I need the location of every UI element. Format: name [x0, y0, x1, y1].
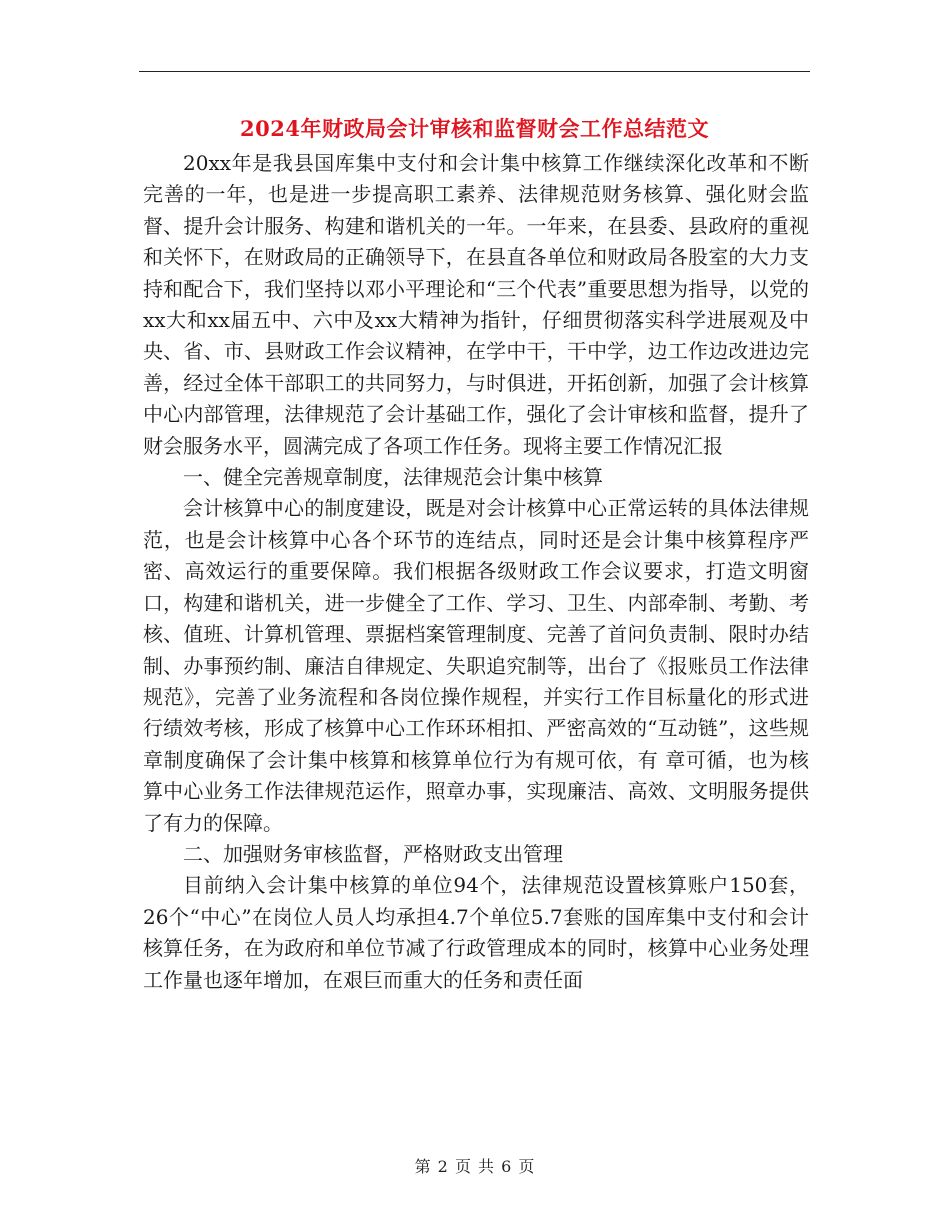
paragraph-intro: 20xx年是我县国库集中支付和会计集中核算工作继续深化改革和不断完善的一年，也是进一步提高职工素养、法律规范财务核算、强化财会监督、提升会计服务、构建和谐机关的一年。一年来，在县委、县政府的重视和关怀下，在财政局的正确领导下，在县直各单位和财政局各股室的大力支持和配合下，我们坚持以邓小平理论和“三个代表”重要思想为指导，以党的xx大和xx届五中、六中及xx大精神为指针，仔细贯彻落实科学进展观及中央、省、市、县财政工作会议精神，在学中干，干中学，边工作边改进边完善，经过全体干部职工的共同努力，与时俱进，开拓创新，加强了会计核算中心内部管理，法律规范了会计基础工作，强化了会计审核和监督，提升了财会服务水平，圆满完成了各项工作任务。现将主要工作情况汇报: [143, 151, 809, 458]
section-heading-1: 一、健全完善规章制度，法律规范会计集中核算: [183, 465, 603, 490]
document-body: [143, 148, 809, 996]
paragraph-section-2: 目前纳入会计集中核算的单位94个，法律规范设置核算账户150套，26个“中心”在岗位人员人均承担4.7个单位5.7套账的国库集中支付和会计核算任务，在为政府和单位节减了行政管理成本的同时，核算中心业务处理工作量也逐年增加，在艰巨而重大的任务和责任面: [143, 873, 809, 992]
document-title: 2024年财政局会计审核和监督财会工作总结范文: [240, 116, 709, 141]
paragraph-section-1: 会计核算中心的制度建设，既是对会计核算中心正常运转的具体法律规范，也是会计核算中心各个环节的连结点，同时还是会计集中核算程序严密、高效运行的重要保障。我们根据各级财政工作会议要求，打造文明窗口，构建和谐机关，进一步健全了工作、学习、卫生、内部牵制、考勤、考核、值班、计算机管理、票据档案管理制度、完善了首问负责制、限时办结制、办事预约制、廉洁自律规定、失职追究制等，出台了《报账员工作法律规范》，完善了业务流程和各岗位操作规程，并实行工作目标量化的形式进行绩效考核，形成了核算中心工作环环相扣、严密高效的“互动链”，这些规章制度确保了会计集中核算和核算单位行为有规可依，有 章可循，也为核 算中心业务工作法律规范运作，照章办事，实现廉洁、高效、文明服务提供了有力的保障。: [143, 496, 809, 835]
page-number: 第 2 页 共 6 页: [414, 1157, 536, 1176]
header-rule: [139, 71, 810, 72]
section-heading-2: 二、加强财务审核监督，严格财政支出管理: [183, 841, 563, 866]
